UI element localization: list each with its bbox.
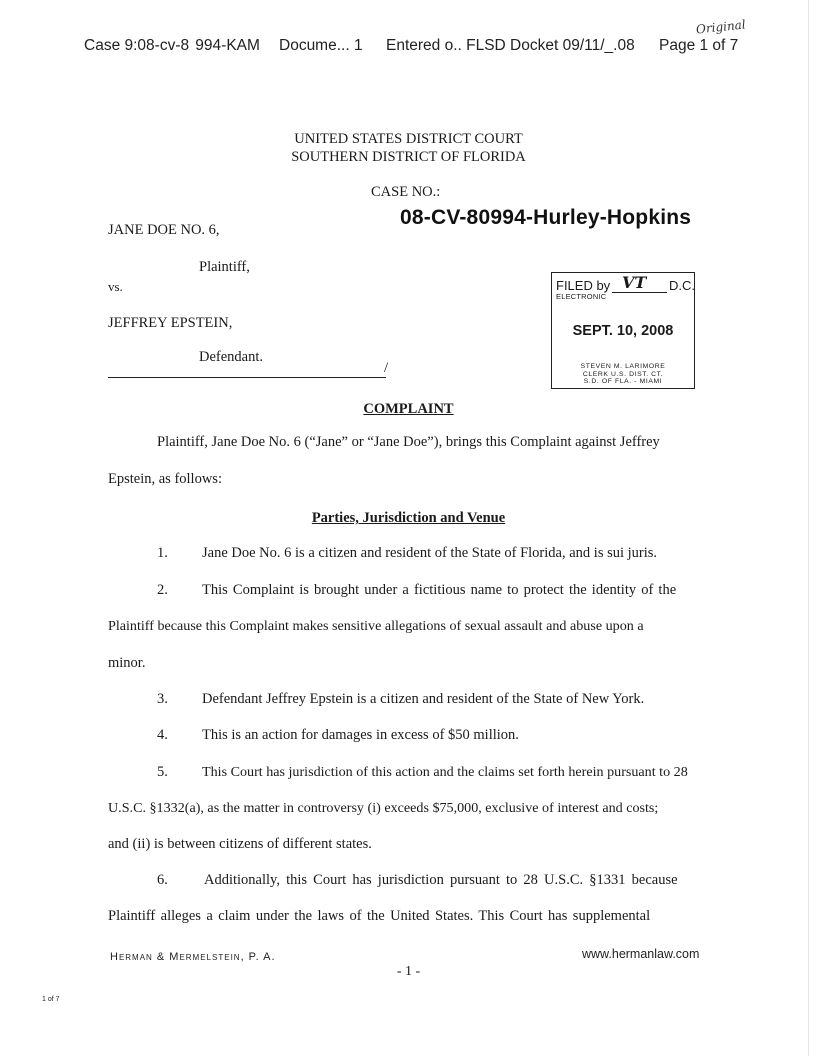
- paragraph-number: 3.: [157, 691, 168, 707]
- intro-line-1: Plaintiff, Jane Doe No. 6 (“Jane” or “Jane Doe”), brings this Complaint against Jeffrey: [157, 434, 660, 450]
- stamp-dc: D.C.: [669, 278, 695, 293]
- paragraph-text: This Court has jurisdiction of this action and the claims set forth herein pursuant to 28: [202, 764, 688, 780]
- paragraph-number: 6.: [157, 872, 168, 888]
- paragraph-text: Defendant Jeffrey Epstein is a citizen and resident of the State of New York.: [202, 691, 645, 707]
- case-number-label: CASE NO.:: [371, 184, 441, 200]
- defendant-role: Defendant.: [199, 349, 264, 365]
- stamp-signature-line: [612, 292, 667, 293]
- court-name: UNITED STATES DISTRICT COURT: [294, 131, 523, 147]
- case-number: 08-CV-80994-Hurley-Hopkins: [400, 206, 692, 229]
- footer-website: www.hermanlaw.com: [582, 947, 700, 961]
- paragraph-number: 2.: [157, 582, 168, 598]
- header-document: Docume... 1: [279, 37, 363, 54]
- plaintiff-name: JANE DOE NO. 6,: [108, 222, 220, 238]
- stamp-date: SEPT. 10, 2008: [572, 323, 674, 339]
- header-case-number: Case 9:08-cv-8 994-KAM: [84, 37, 260, 54]
- paragraph-text: minor.: [108, 655, 146, 671]
- paragraph-text: This is an action for damages in excess of $50 million.: [202, 727, 519, 743]
- caption-slash: /: [384, 360, 389, 376]
- caption-divider: [108, 377, 386, 378]
- stamp-initials: VT: [622, 273, 647, 292]
- paragraph-text: Plaintiff because this Complaint makes sensitive allegations of sexual assault and abuse upon a: [108, 618, 644, 634]
- paragraph-text: and (ii) is between citizens of different states.: [108, 836, 372, 852]
- plaintiff-role: Plaintiff,: [199, 259, 250, 275]
- page-number: - 1 -: [396, 964, 421, 979]
- versus: vs.: [108, 279, 123, 294]
- court-district: SOUTHERN DISTRICT OF FLORIDA: [291, 149, 526, 165]
- stamp-electronic: ELECTRONIC: [556, 292, 607, 301]
- intro-line-2: Epstein, as follows:: [108, 471, 222, 487]
- paragraph-text: This Complaint is brought under a fictitious name to protect the identity of the: [202, 582, 677, 598]
- header-entered: Entered o.. FLSD Docket 09/11/_.08: [386, 37, 635, 54]
- corner-page-count: 1 of 7: [42, 996, 60, 1003]
- stamp-clerk-title: CLERK U.S. DIST. CT.: [582, 370, 664, 378]
- section-heading: Parties, Jurisdiction and Venue: [311, 510, 506, 526]
- filing-stamp: [551, 272, 695, 389]
- paragraph-number: 4.: [157, 727, 168, 743]
- stamp-clerk-name: STEVEN M. LARIMORE: [580, 363, 666, 370]
- paragraph-text: Jane Doe No. 6 is a citizen and resident of the State of Florida, and is sui juris.: [202, 545, 658, 561]
- stamp-clerk-district: S.D. OF FLA. - MIAMI: [583, 378, 663, 385]
- handwritten-note: Original: [695, 17, 747, 37]
- paragraph-number: 5.: [157, 764, 168, 780]
- paragraph-text: Additionally, this Court has jurisdiction pursuant to 28 U.S.C. §1331 because: [204, 872, 678, 888]
- defendant-name: JEFFREY EPSTEIN,: [108, 315, 233, 331]
- paragraph-number: 1.: [157, 545, 168, 561]
- paragraph-text: Plaintiff alleges a claim under the laws of the United States. This Court has supplemental: [108, 908, 651, 924]
- document-title: COMPLAINT: [363, 401, 454, 417]
- footer-firm-name: Herman & Mermelstein, P. A.: [110, 951, 276, 963]
- paragraph-text: U.S.C. §1332(a), as the matter in controversy (i) exceeds $75,000, exclusive of interest and costs;: [108, 800, 659, 816]
- stamp-clerk: [552, 363, 694, 386]
- header-page: Page 1 of 7: [659, 37, 739, 54]
- stamp-filed-by: FILED by: [556, 278, 611, 293]
